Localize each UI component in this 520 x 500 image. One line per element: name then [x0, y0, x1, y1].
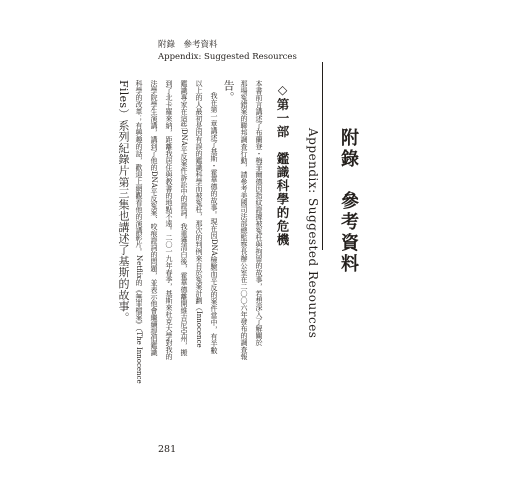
body-line: 本書前言講述了布蘭登・梅菲爾德因指紋證據被冤枉與拘留的故事，若想深入了解關於: [255, 80, 263, 346]
body-line: 法學院學生演講，講到了他的DNA平反冤案、咬痕證詞的問題，並表示他會繼續提倡鑑識: [150, 80, 158, 356]
running-header-title: 附錄 參考資料: [158, 40, 218, 50]
body-line: 我在第一章講述了基斯・霍華德的故事。現在因DNA檢驗而平反的案件當中，有半數: [210, 92, 218, 354]
body-line: 科學的改革；有興趣的話，歡迎上網觀看他的演講影片。Netflix的《無罪檔案》（The Innocence: [135, 80, 143, 384]
section-heading: ◇第一部 鑑識科學的危機: [275, 82, 290, 247]
running-header-subtitle: Appendix: Suggested Resources: [158, 52, 297, 62]
body-line: Files）系列紀錄片第三集也講述了基斯的故事。: [117, 80, 130, 324]
body-line: 那場冤錯案的聯邦調查行動，請參考美國司法部總監察長辦公室在二〇〇六年發布的調查報: [240, 80, 248, 360]
body-line: 到了北卡羅來納，距離我居住與教書的地點不遠。二〇一九年春季，基斯來杜克大學對我的: [165, 80, 173, 360]
chapter-subtitle: Appendix: Suggested Resources: [306, 128, 320, 339]
body-line: 告。: [222, 80, 235, 103]
title-divider: [322, 62, 323, 250]
page-number: 281: [158, 444, 177, 455]
chapter-title: 附錄 參考資料: [338, 128, 359, 275]
body-line: 以上的人最初是因有誤的鑑識科學而被冤枉，那次的判例來自於冤案計劃（Innocence: [195, 80, 203, 348]
body-line: 鑑識專家在這些DNA平反案件訴訟中的證詞。我重獲清白後，霍華德離開維吉尼亞州，搬: [180, 80, 188, 356]
